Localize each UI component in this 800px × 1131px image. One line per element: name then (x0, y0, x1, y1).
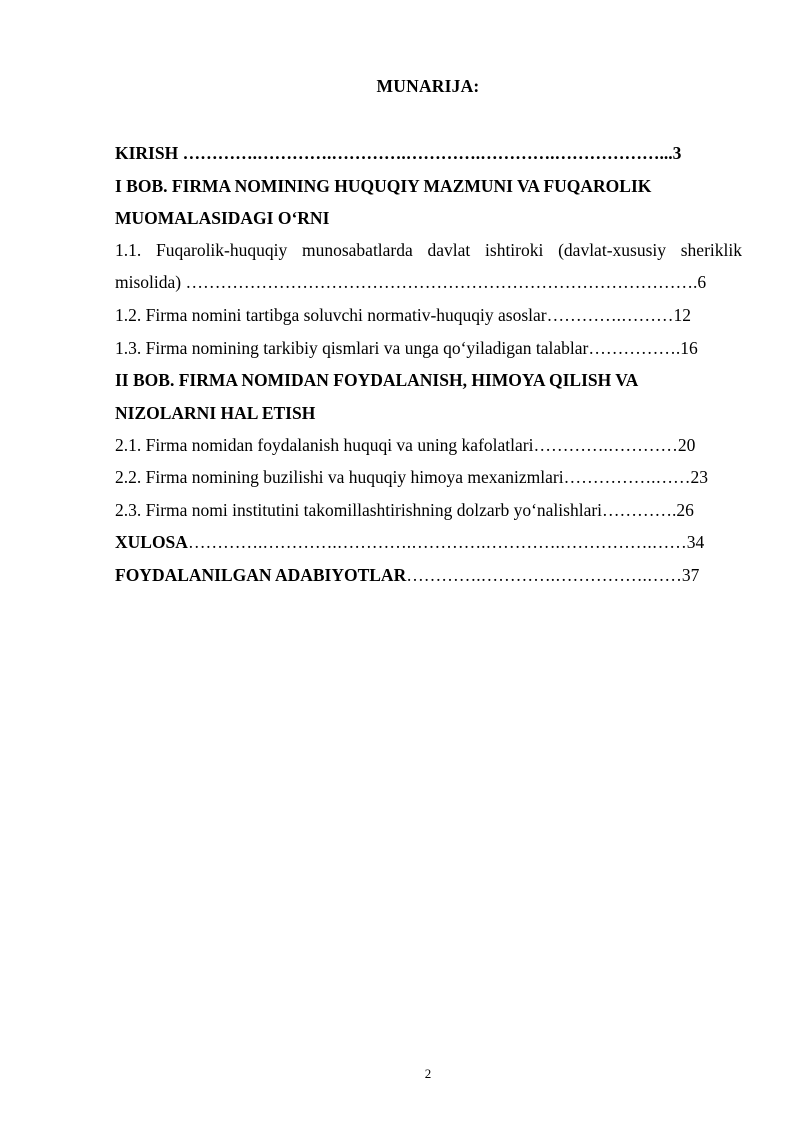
toc-chapter-2-heading-line2: NIZOLARNI HAL ETISH (115, 403, 316, 423)
toc-chapter-2-heading-line1: II BOB. FIRMA NOMIDAN FOYDALANISH, HIMOYA QILISH VA (115, 370, 639, 390)
toc-entry-2-3: 2.3. Firma nomi institutini takomillashtirishning dolzarb yo‘nalishlari………….26 (115, 500, 694, 520)
toc-entry-xulosa (115, 531, 704, 553)
toc-entry-1-1-line2: misolida) …………………………………………………………………………….6 (115, 272, 707, 292)
toc-entry-1-3: 1.3. Firma nomining tarkibiy qismlari va unga qo‘yiladigan talablar…………….16 (115, 338, 698, 358)
page-number: 2 (424, 1066, 432, 1081)
toc-entry-label: XULOSA (115, 532, 188, 552)
toc-entry-label: FOYDALANILGAN ADABIYOTLAR (115, 565, 407, 585)
toc-entry-leader: ………….………….………….………….………….…………….……34 (187, 532, 705, 552)
toc-entry-2-2: 2.2. Firma nomining buzilishi va huquqiy himoya mexanizmlari…………….……23 (115, 467, 708, 487)
toc-title: MUNARIJA: (376, 76, 480, 96)
toc-entry-1-2: 1.2. Firma nomini tartibga soluvchi normativ-huquqiy asoslar………….………12 (115, 305, 691, 325)
toc-chapter-1-heading-line2: MUOMALASIDAGI O‘RNI (115, 208, 330, 228)
toc-entry-kirish: KIRISH ………….………….………….………….………….………………...3 (115, 143, 682, 163)
toc-entry-adabiyotlar (115, 564, 699, 586)
toc-entry-leader: ………….………….…………….……37 (406, 565, 700, 585)
toc-chapter-1-heading-line1: I BOB. FIRMA NOMINING HUQUQIY MAZMUNI VA FUQAROLIK (115, 176, 652, 196)
toc-entry-1-1-line1: 1.1. Fuqarolik-huquqiy munosabatlarda davlat ishtiroki (davlat-xususiy sheriklik (115, 240, 742, 260)
toc-entry-2-1: 2.1. Firma nomidan foydalanish huquqi va uning kafolatlari………….…………20 (115, 435, 696, 455)
